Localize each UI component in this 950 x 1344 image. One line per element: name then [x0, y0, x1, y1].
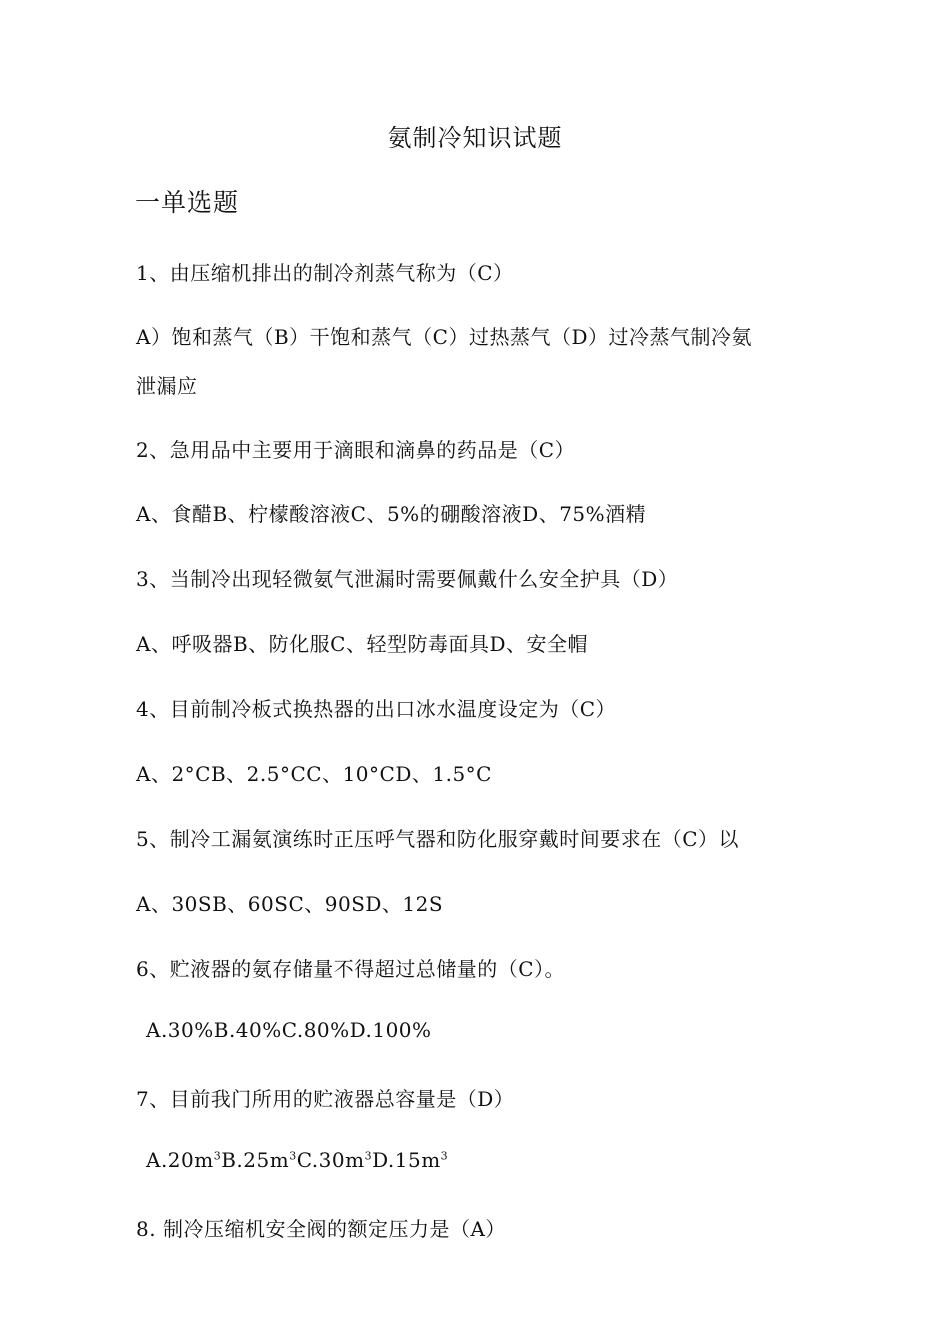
question-3-options: A、呼吸器B、防化服C、轻型防毒面具D、安全帽 [136, 632, 588, 656]
question-2-options: A、食醋B、柠檬酸溶液C、5%的硼酸溶液D、75%酒精 [136, 502, 647, 526]
question-7-options [146, 1148, 448, 1172]
question-6: 6、贮液器的氨存储量不得超过总储量的（C）。 [136, 957, 566, 981]
option-d: D.15m [372, 1148, 441, 1172]
question-1-options-continued: 泄漏应 [136, 374, 198, 398]
option-a: A.20m [146, 1148, 214, 1172]
question-1-options: A）饱和蒸气（B）干饱和蒸气（C）过热蒸气（D）过冷蒸气制冷氨 [136, 325, 752, 349]
section-heading: 一单选题 [135, 188, 240, 217]
superscript: 3 [213, 1149, 222, 1163]
question-4-options: A、2°CB、2.5°CC、10°CD、1.5°C [136, 762, 492, 786]
question-5: 5、制冷工漏氨演练时正压呼气器和防化服穿戴时间要求在（C）以 [136, 827, 740, 851]
question-1: 1、由压缩机排出的制冷剂蒸气称为（C） [136, 261, 514, 285]
superscript: 3 [289, 1149, 297, 1163]
document-title: 氨制冷知识试题 [387, 124, 563, 152]
question-5-options: A、30SB、60SC、90SD、12S [136, 892, 444, 916]
question-2: 2、急用品中主要用于滴眼和滴鼻的药品是（C） [136, 438, 576, 462]
option-b: B.25m [221, 1148, 290, 1172]
superscript: 3 [364, 1149, 373, 1163]
question-6-options: A.30%B.40%C.80%D.100% [146, 1018, 432, 1042]
question-4: 4、目前制冷板式换热器的出口冰水温度设定为（C） [136, 697, 617, 721]
question-3: 3、当制冷出现轻微氨气泄漏时需要佩戴什么安全护具（D） [136, 567, 679, 591]
question-7: 7、目前我门所用的贮液器总容量是（D） [136, 1087, 515, 1111]
superscript: 3 [440, 1149, 449, 1163]
question-8: 8. 制冷压缩机安全阀的额定压力是（A） [136, 1217, 506, 1241]
option-c: C.30m [296, 1148, 365, 1172]
